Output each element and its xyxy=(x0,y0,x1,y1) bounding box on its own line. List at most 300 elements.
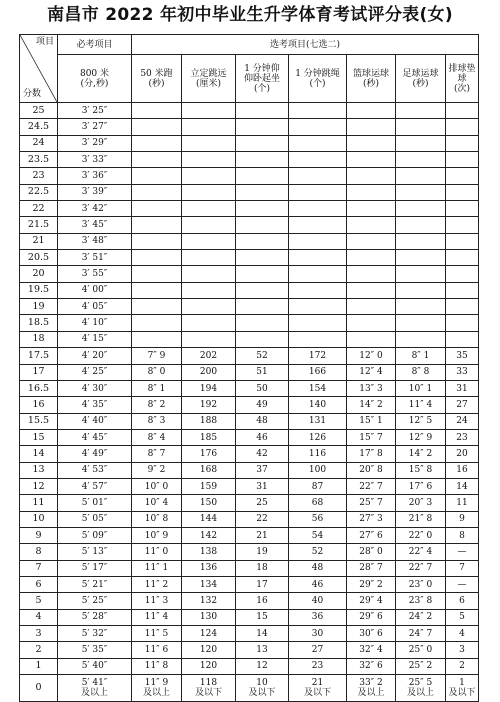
value-cell: 5 xyxy=(446,609,479,625)
score-cell: 25 xyxy=(20,103,58,119)
value-cell: 3′ 29″ xyxy=(58,135,132,151)
value-cell: 25″ 0 xyxy=(396,642,446,658)
value-cell: 4′ 25″ xyxy=(58,364,132,380)
value-cell: 11″ 2 xyxy=(132,576,182,592)
value-cell: 118 及以下 xyxy=(182,675,236,702)
value-cell: 5′ 28″ xyxy=(58,609,132,625)
value-cell: 10″ 4 xyxy=(132,495,182,511)
value-cell: 29″ 4 xyxy=(347,593,396,609)
value-cell: 30 xyxy=(289,626,347,642)
value-cell xyxy=(446,315,479,331)
score-cell: 22.5 xyxy=(20,184,58,200)
column-header: 800 米 (分,秒) xyxy=(58,55,132,103)
value-cell xyxy=(236,217,289,233)
corner-header-cell xyxy=(20,35,58,103)
page-title: 南昌市 2022 年初中毕业生升学体育考试评分表(女) xyxy=(47,5,453,25)
value-cell xyxy=(396,184,446,200)
score-cell: 12 xyxy=(20,478,58,494)
value-cell xyxy=(347,135,396,151)
score-table xyxy=(19,34,479,702)
value-cell: 18 xyxy=(236,560,289,576)
value-cell xyxy=(182,331,236,347)
column-header: 50 米跑 (秒) xyxy=(132,55,182,103)
value-cell: 15″ 8 xyxy=(396,462,446,478)
score-cell: 1 xyxy=(20,658,58,674)
value-cell: 188 xyxy=(182,413,236,429)
table-row xyxy=(20,103,479,119)
value-cell xyxy=(236,103,289,119)
value-cell: 10″ 9 xyxy=(132,527,182,543)
column-header: 1 分钟跳绳 (个) xyxy=(289,55,347,103)
value-cell: 20″ 8 xyxy=(347,462,396,478)
corner-label-score: 分数 xyxy=(23,89,42,99)
value-cell: 27 xyxy=(446,397,479,413)
value-cell: 25″ 2 xyxy=(396,658,446,674)
value-cell xyxy=(289,331,347,347)
value-cell xyxy=(289,315,347,331)
table-row xyxy=(20,250,479,266)
value-cell xyxy=(236,135,289,151)
value-cell: 22 xyxy=(236,511,289,527)
score-cell: 24.5 xyxy=(20,119,58,135)
table-row xyxy=(20,119,479,135)
value-cell: 21 及以下 xyxy=(289,675,347,702)
value-cell: 7″ 9 xyxy=(132,348,182,364)
value-cell: 138 xyxy=(182,544,236,560)
value-cell: 13 xyxy=(236,642,289,658)
value-cell xyxy=(289,233,347,249)
value-cell: 3′ 39″ xyxy=(58,184,132,200)
value-cell xyxy=(446,250,479,266)
value-cell: 23 xyxy=(289,658,347,674)
value-cell xyxy=(396,250,446,266)
score-cell: 22 xyxy=(20,201,58,217)
value-cell: 24 xyxy=(446,413,479,429)
value-cell: 192 xyxy=(182,397,236,413)
value-cell: 28″ 0 xyxy=(347,544,396,560)
table-row xyxy=(20,495,479,511)
value-cell: 27″ 6 xyxy=(347,527,396,543)
score-cell: 8 xyxy=(20,544,58,560)
table-row xyxy=(20,201,479,217)
value-cell: 8″ 8 xyxy=(396,364,446,380)
value-cell: 142 xyxy=(182,527,236,543)
value-cell: 32″ 4 xyxy=(347,642,396,658)
value-cell xyxy=(396,266,446,282)
value-cell: 22″ 0 xyxy=(396,527,446,543)
value-cell: 3′ 36″ xyxy=(58,168,132,184)
value-cell xyxy=(347,168,396,184)
value-cell: 46 xyxy=(236,429,289,445)
value-cell xyxy=(347,184,396,200)
value-cell xyxy=(396,119,446,135)
value-cell xyxy=(289,119,347,135)
column-header: 足球运球 (秒) xyxy=(396,55,446,103)
table-row xyxy=(20,380,479,396)
value-cell: 20 xyxy=(446,446,479,462)
value-cell: 15 xyxy=(236,609,289,625)
value-cell: 4′ 40″ xyxy=(58,413,132,429)
value-cell xyxy=(236,282,289,298)
value-cell: 9″ 2 xyxy=(132,462,182,478)
value-cell: 52 xyxy=(236,348,289,364)
score-cell: 19.5 xyxy=(20,282,58,298)
value-cell: 3′ 25″ xyxy=(58,103,132,119)
value-cell: 25″ 7 xyxy=(347,495,396,511)
value-cell xyxy=(396,217,446,233)
table-row xyxy=(20,642,479,658)
value-cell: 40 xyxy=(289,593,347,609)
column-header: 立定跳远 (厘米) xyxy=(182,55,236,103)
value-cell xyxy=(396,168,446,184)
value-cell: 140 xyxy=(289,397,347,413)
value-cell xyxy=(446,168,479,184)
value-cell: 17 xyxy=(236,576,289,592)
score-cell: 7 xyxy=(20,560,58,576)
table-row xyxy=(20,152,479,168)
value-cell: 168 xyxy=(182,462,236,478)
value-cell xyxy=(182,315,236,331)
score-cell: 18 xyxy=(20,331,58,347)
table-row xyxy=(20,397,479,413)
table-row xyxy=(20,266,479,282)
score-cell: 17 xyxy=(20,364,58,380)
value-cell: 134 xyxy=(182,576,236,592)
value-cell xyxy=(347,266,396,282)
value-cell: 154 xyxy=(289,380,347,396)
value-cell: 8″ 4 xyxy=(132,429,182,445)
value-cell xyxy=(396,315,446,331)
value-cell xyxy=(132,201,182,217)
table-row xyxy=(20,544,479,560)
table-row xyxy=(20,168,479,184)
value-cell xyxy=(289,168,347,184)
value-cell xyxy=(396,282,446,298)
value-cell: 120 xyxy=(182,658,236,674)
value-cell xyxy=(132,152,182,168)
value-cell: 12″ 9 xyxy=(396,429,446,445)
value-cell: 4′ 57″ xyxy=(58,478,132,494)
table-row xyxy=(20,511,479,527)
value-cell xyxy=(446,152,479,168)
table-row xyxy=(20,233,479,249)
value-cell xyxy=(396,135,446,151)
value-cell: 28″ 7 xyxy=(347,560,396,576)
value-cell: 159 xyxy=(182,478,236,494)
value-cell: 49 xyxy=(236,397,289,413)
value-cell xyxy=(347,299,396,315)
score-cell: 9 xyxy=(20,527,58,543)
value-cell: 25 xyxy=(236,495,289,511)
value-cell: 31 xyxy=(446,380,479,396)
value-cell: 10″ 1 xyxy=(396,380,446,396)
value-cell xyxy=(347,217,396,233)
value-cell xyxy=(446,299,479,315)
value-cell xyxy=(182,233,236,249)
table-row xyxy=(20,609,479,625)
value-cell: 11″ 4 xyxy=(132,609,182,625)
value-cell: 32″ 6 xyxy=(347,658,396,674)
value-cell: 4′ 35″ xyxy=(58,397,132,413)
value-cell: 202 xyxy=(182,348,236,364)
value-cell: 14 xyxy=(236,626,289,642)
value-cell: 15″ 7 xyxy=(347,429,396,445)
value-cell xyxy=(182,168,236,184)
value-cell: 5′ 25″ xyxy=(58,593,132,609)
score-cell: 5 xyxy=(20,593,58,609)
value-cell: 5′ 17″ xyxy=(58,560,132,576)
value-cell: 3′ 27″ xyxy=(58,119,132,135)
value-cell xyxy=(236,331,289,347)
value-cell xyxy=(132,250,182,266)
value-cell: 8″ 3 xyxy=(132,413,182,429)
value-cell xyxy=(396,299,446,315)
value-cell xyxy=(182,266,236,282)
value-cell xyxy=(347,201,396,217)
value-cell: 19 xyxy=(236,544,289,560)
value-cell: 124 xyxy=(182,626,236,642)
value-cell: 200 xyxy=(182,364,236,380)
value-cell xyxy=(446,217,479,233)
value-cell: 8″ 1 xyxy=(396,348,446,364)
value-cell: 166 xyxy=(289,364,347,380)
value-cell xyxy=(182,152,236,168)
score-cell: 20 xyxy=(20,266,58,282)
value-cell: 3′ 33″ xyxy=(58,152,132,168)
value-cell xyxy=(347,250,396,266)
value-cell: 35 xyxy=(446,348,479,364)
value-cell: 11″ 3 xyxy=(132,593,182,609)
value-cell: 12″ 0 xyxy=(347,348,396,364)
value-cell: 120 xyxy=(182,642,236,658)
value-cell xyxy=(182,201,236,217)
table-row xyxy=(20,658,479,674)
score-cell: 21 xyxy=(20,233,58,249)
score-cell: 13 xyxy=(20,462,58,478)
value-cell: 25″ 5 及以上 xyxy=(396,675,446,702)
table-row xyxy=(20,135,479,151)
value-cell xyxy=(446,184,479,200)
value-cell: 31 xyxy=(236,478,289,494)
score-cell: 15.5 xyxy=(20,413,58,429)
score-cell: 17.5 xyxy=(20,348,58,364)
value-cell xyxy=(132,119,182,135)
value-cell: 87 xyxy=(289,478,347,494)
value-cell: 42 xyxy=(236,446,289,462)
value-cell xyxy=(289,282,347,298)
value-cell: 132 xyxy=(182,593,236,609)
table-row xyxy=(20,364,479,380)
value-cell xyxy=(396,152,446,168)
value-cell: 22″ 7 xyxy=(347,478,396,494)
column-header: 1 分钟仰 仰卧起坐 (个) xyxy=(236,55,289,103)
value-cell xyxy=(347,331,396,347)
value-cell: 54 xyxy=(289,527,347,543)
table-row xyxy=(20,446,479,462)
value-cell: 23 xyxy=(446,429,479,445)
value-cell xyxy=(446,282,479,298)
value-cell: 1 及以下 xyxy=(446,675,479,702)
value-cell: 21 xyxy=(236,527,289,543)
score-cell: 4 xyxy=(20,609,58,625)
corner-label-items: 项目 xyxy=(35,37,54,47)
score-cell: 16 xyxy=(20,397,58,413)
score-cell: 6 xyxy=(20,576,58,592)
value-cell xyxy=(132,299,182,315)
value-cell: 6 xyxy=(446,593,479,609)
value-cell: 3′ 55″ xyxy=(58,266,132,282)
value-cell: 51 xyxy=(236,364,289,380)
value-cell: 23″ 8 xyxy=(396,593,446,609)
value-cell xyxy=(182,184,236,200)
value-cell xyxy=(347,233,396,249)
value-cell xyxy=(132,331,182,347)
score-cell: 20.5 xyxy=(20,250,58,266)
value-cell: 4′ 53″ xyxy=(58,462,132,478)
value-cell: 16 xyxy=(446,462,479,478)
value-cell: 56 xyxy=(289,511,347,527)
value-cell: 4′ 30″ xyxy=(58,380,132,396)
value-cell: — xyxy=(446,544,479,560)
value-cell: 5′ 40″ xyxy=(58,658,132,674)
score-cell: 10 xyxy=(20,511,58,527)
value-cell: 11″ 8 xyxy=(132,658,182,674)
value-cell xyxy=(446,135,479,151)
table-row xyxy=(20,593,479,609)
value-cell xyxy=(132,184,182,200)
value-cell: 33 xyxy=(446,364,479,380)
score-cell: 24 xyxy=(20,135,58,151)
value-cell: 4′ 20″ xyxy=(58,348,132,364)
value-cell: 8″ 0 xyxy=(132,364,182,380)
value-cell xyxy=(446,201,479,217)
value-cell xyxy=(347,152,396,168)
value-cell xyxy=(446,266,479,282)
value-cell: 29″ 6 xyxy=(347,609,396,625)
value-cell: 11″ 1 xyxy=(132,560,182,576)
value-cell: 15″ 1 xyxy=(347,413,396,429)
value-cell: 48 xyxy=(236,413,289,429)
value-cell: 131 xyxy=(289,413,347,429)
value-cell xyxy=(289,217,347,233)
value-cell: 3′ 48″ xyxy=(58,233,132,249)
table-row xyxy=(20,348,479,364)
score-cell: 23.5 xyxy=(20,152,58,168)
value-cell xyxy=(289,184,347,200)
table-row xyxy=(20,576,479,592)
value-cell xyxy=(236,266,289,282)
value-cell: 8″ 2 xyxy=(132,397,182,413)
value-cell xyxy=(396,201,446,217)
value-cell: 3′ 45″ xyxy=(58,217,132,233)
value-cell: 11″ 6 xyxy=(132,642,182,658)
score-cell: 2 xyxy=(20,642,58,658)
value-cell xyxy=(132,168,182,184)
value-cell: 24″ 7 xyxy=(396,626,446,642)
value-cell: 4′ 00″ xyxy=(58,282,132,298)
value-cell: 17″ 8 xyxy=(347,446,396,462)
value-cell: 48 xyxy=(289,560,347,576)
value-cell xyxy=(182,299,236,315)
value-cell xyxy=(236,299,289,315)
value-cell xyxy=(182,135,236,151)
value-cell xyxy=(446,233,479,249)
value-cell: 68 xyxy=(289,495,347,511)
score-cell: 0 xyxy=(20,675,58,702)
value-cell xyxy=(289,250,347,266)
value-cell: 24″ 2 xyxy=(396,609,446,625)
value-cell xyxy=(347,103,396,119)
value-cell: 50 xyxy=(236,380,289,396)
value-cell: 5′ 41″ 及以上 xyxy=(58,675,132,702)
value-cell: 11″ 4 xyxy=(396,397,446,413)
score-cell: 14 xyxy=(20,446,58,462)
value-cell: 126 xyxy=(289,429,347,445)
table-row xyxy=(20,413,479,429)
table-row xyxy=(20,184,479,200)
value-cell xyxy=(132,217,182,233)
value-cell: 12″ 5 xyxy=(396,413,446,429)
value-cell: 172 xyxy=(289,348,347,364)
value-cell xyxy=(289,135,347,151)
value-cell xyxy=(182,119,236,135)
value-cell: 11″ 5 xyxy=(132,626,182,642)
value-cell: 36 xyxy=(289,609,347,625)
score-cell: 21.5 xyxy=(20,217,58,233)
value-cell: 12″ 4 xyxy=(347,364,396,380)
value-cell: 144 xyxy=(182,511,236,527)
value-cell: 150 xyxy=(182,495,236,511)
value-cell: 4′ 49″ xyxy=(58,446,132,462)
value-cell: 11″ 0 xyxy=(132,544,182,560)
column-header: 篮球运球 (秒) xyxy=(347,55,396,103)
value-cell: 7 xyxy=(446,560,479,576)
table-row xyxy=(20,527,479,543)
table-row xyxy=(20,282,479,298)
value-cell xyxy=(132,282,182,298)
value-cell: 29″ 2 xyxy=(347,576,396,592)
value-cell: 5′ 21″ xyxy=(58,576,132,592)
value-cell: 3 xyxy=(446,642,479,658)
score-cell: 15 xyxy=(20,429,58,445)
value-cell: 5′ 09″ xyxy=(58,527,132,543)
value-cell xyxy=(446,119,479,135)
value-cell xyxy=(289,299,347,315)
value-cell xyxy=(289,103,347,119)
value-cell xyxy=(396,331,446,347)
value-cell: 46 xyxy=(289,576,347,592)
table-row xyxy=(20,462,479,478)
value-cell xyxy=(236,201,289,217)
value-cell: 23″ 0 xyxy=(396,576,446,592)
value-cell: 33″ 2 及以上 xyxy=(347,675,396,702)
table-row xyxy=(20,675,479,702)
value-cell: 37 xyxy=(236,462,289,478)
value-cell: 12 xyxy=(236,658,289,674)
value-cell: 3′ 42″ xyxy=(58,201,132,217)
table-row xyxy=(20,429,479,445)
value-cell xyxy=(236,152,289,168)
value-cell xyxy=(182,250,236,266)
mandatory-group-header: 必考项目 xyxy=(58,35,132,55)
value-cell xyxy=(236,315,289,331)
value-cell: 27″ 3 xyxy=(347,511,396,527)
score-cell: 11 xyxy=(20,495,58,511)
value-cell xyxy=(236,168,289,184)
value-cell: 4 xyxy=(446,626,479,642)
table-row xyxy=(20,331,479,347)
value-cell xyxy=(182,282,236,298)
